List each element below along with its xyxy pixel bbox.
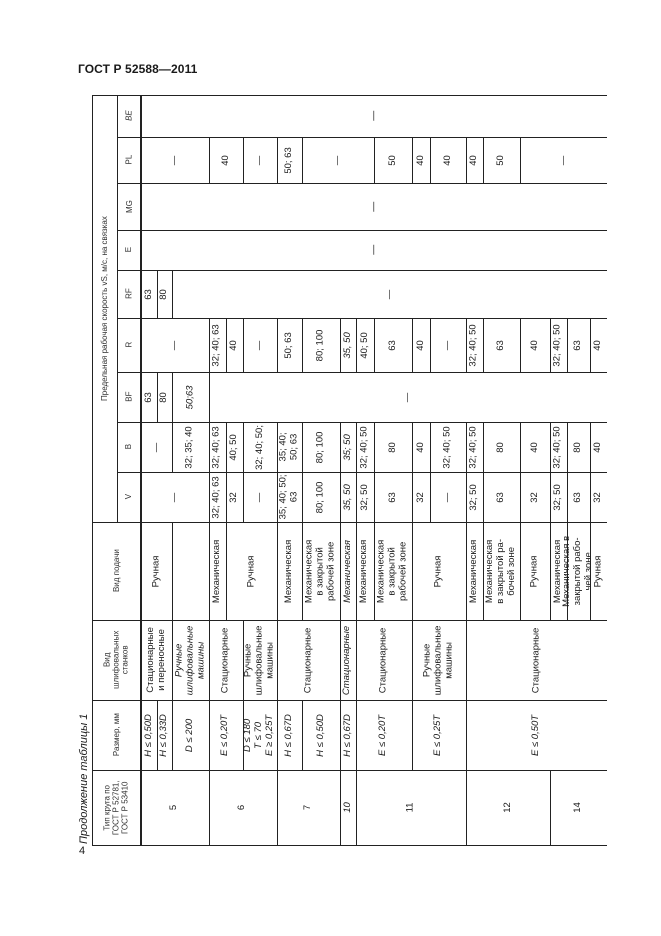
cell-b <box>356 422 374 472</box>
cell-b-text: 32; 35; 40 <box>184 425 196 469</box>
header-bond-bf-text: BF <box>124 391 134 403</box>
vertical-rule <box>209 522 210 620</box>
cell-b <box>466 422 483 472</box>
cell-r <box>483 318 520 372</box>
header-type-text: Тип круга по ГОСТ Р 52781, ГОСТ Р 53410 <box>102 780 131 835</box>
cell-pl-text: 40 <box>441 154 453 166</box>
cell-v-text: 63 <box>386 491 398 503</box>
cell-r-text: 32; 40; 50 <box>552 323 564 367</box>
cell-rf-text: 80 <box>158 288 170 300</box>
cell-v <box>550 472 567 522</box>
cell-feeds <box>302 522 340 620</box>
cell-types <box>209 770 277 845</box>
cell-mg <box>141 183 607 230</box>
cell-types-text: 10 <box>341 802 353 813</box>
cell-b-text: 35; 40; 50; 63 <box>277 432 300 462</box>
cell-bf-text: — <box>401 392 413 402</box>
cell-r <box>356 318 374 372</box>
cell-r <box>567 318 590 372</box>
cell-feeds-text: Ручная <box>150 555 162 587</box>
cell-v <box>209 472 226 522</box>
cell-rf <box>172 270 607 318</box>
cell-b-text: 40 <box>528 441 540 453</box>
cell-r-text: 63 <box>386 339 398 351</box>
cell-b-text: 40; 50 <box>228 433 240 461</box>
horizontal-rule <box>92 845 607 846</box>
cell-b-text: 32; 40; 50 <box>552 425 564 469</box>
cell-b-text: 40 <box>592 441 604 453</box>
cell-v <box>520 472 550 522</box>
cell-feeds-text: Механическая <box>341 539 353 603</box>
cell-b-text: — <box>150 442 162 452</box>
cell-b <box>340 422 356 472</box>
cell-b-text: 80 <box>495 441 507 453</box>
cell-v <box>590 472 607 522</box>
cell-bf-text: 63 <box>142 391 154 403</box>
cell-sizes <box>243 700 277 770</box>
cell-types <box>340 770 356 845</box>
cell-pl-text: — <box>331 155 343 165</box>
cell-pl <box>430 137 466 183</box>
header-size <box>92 700 141 770</box>
cell-r <box>302 318 340 372</box>
cell-b <box>209 422 226 472</box>
cell-rf-text: 63 <box>142 288 154 300</box>
cell-r-text: 32; 40; 50 <box>468 323 480 367</box>
cell-types <box>550 770 607 845</box>
cell-pl-text: 50 <box>386 154 398 166</box>
cell-r <box>340 318 356 372</box>
cell-b <box>141 422 172 472</box>
cell-sizes-text: E ≤ 0,25T <box>432 714 444 756</box>
cell-feeds-text: Механическая <box>552 539 564 603</box>
cell-r <box>520 318 550 372</box>
cell-v <box>277 472 302 522</box>
cell-be <box>141 95 607 137</box>
cell-r-text: 40; 50 <box>358 331 370 359</box>
header-bond-v <box>117 472 141 522</box>
header-speed-group-text: Предельная рабочая скорость vS, м/с, на связках <box>99 216 109 401</box>
cell-types-text: 12 <box>501 802 513 813</box>
cell-v <box>340 472 356 522</box>
cell-v <box>567 472 590 522</box>
cell-r-text: 35, 50 <box>341 331 353 359</box>
header-bond-r-text: R <box>124 342 134 348</box>
cell-e-text: — <box>368 245 380 255</box>
cell-r <box>277 318 302 372</box>
cell-sizes-text: H ≤ 0,67D <box>283 713 295 757</box>
cell-v <box>483 472 520 522</box>
cell-machines-text: Ручные шлифовальные машины <box>173 625 206 695</box>
cell-feeds <box>466 522 483 620</box>
header-type <box>92 770 141 845</box>
cell-sizes-text: E ≤ 0,20T <box>377 714 389 756</box>
header-bond-b <box>117 422 141 472</box>
header-bond-e-text: E <box>124 247 134 253</box>
header-machine <box>92 620 141 700</box>
cell-b-text: 35; 50 <box>341 433 353 461</box>
cell-pl <box>412 137 430 183</box>
cell-r <box>374 318 412 372</box>
cell-pl <box>302 137 374 183</box>
cell-bf <box>209 372 607 422</box>
cell-r-text: — <box>168 340 180 350</box>
cell-sizes <box>356 700 412 770</box>
cell-pl <box>277 137 302 183</box>
header-bond-r <box>117 318 141 372</box>
cell-v <box>226 472 243 522</box>
cell-types <box>141 770 209 845</box>
cell-machines-text: Стационарные <box>377 627 389 693</box>
cell-feeds <box>340 522 356 620</box>
cell-v-text: 63 <box>495 491 507 503</box>
cell-rf-text: — <box>383 289 395 299</box>
cell-feeds <box>561 522 594 620</box>
header-speed-group <box>92 95 117 522</box>
cell-sizes <box>157 700 172 770</box>
cell-v <box>302 472 340 522</box>
cell-r-text: 63 <box>572 339 584 351</box>
cell-sizes-text: H ≤ 0,67D <box>341 713 353 757</box>
vertical-rule <box>172 522 173 620</box>
cell-v-text: 32 <box>528 491 540 503</box>
cell-b <box>590 422 607 472</box>
cell-pl-text: 50; 63 <box>283 146 295 174</box>
cell-pl <box>466 137 483 183</box>
cell-r-text: 40 <box>528 339 540 351</box>
header-bond-be-text: BE <box>124 110 134 122</box>
cell-pl <box>483 137 520 183</box>
cell-feeds-text: Механическая в закрытой рабо- чей зоне <box>561 535 594 607</box>
cell-feeds-text: Механическая в закрытой ра- бочей зоне <box>484 538 517 604</box>
cell-r-text: 50; 63 <box>283 331 295 359</box>
cell-sizes <box>302 700 340 770</box>
cell-feeds <box>277 522 302 620</box>
cell-types <box>466 770 550 845</box>
cell-v <box>243 472 277 522</box>
cell-sizes-text: D ≤ 200 <box>184 718 196 752</box>
cell-feeds <box>141 522 172 620</box>
cell-v <box>466 472 483 522</box>
cell-v-text: 32; 50 <box>468 483 480 511</box>
cell-feeds-text: Ручная <box>245 555 257 587</box>
cell-r-text: — <box>441 340 453 350</box>
cell-r-text: 32; 40; 63 <box>211 323 223 367</box>
cell-feeds-text: Механическая <box>468 539 480 603</box>
cell-machines <box>340 620 356 700</box>
cell-v-text: 32; 50 <box>358 483 370 511</box>
cell-sizes-text: E ≤ 0,50T <box>530 714 542 756</box>
cell-types <box>277 770 340 845</box>
cell-bf-text: 80 <box>158 391 170 403</box>
cell-feeds-text: Механическая <box>211 539 223 603</box>
cell-bf <box>172 372 209 422</box>
cell-pl-text: 50 <box>495 154 507 166</box>
cell-r <box>466 318 483 372</box>
cell-machines-text: Стационарные и переносные <box>144 627 167 693</box>
cell-pl-text: — <box>253 155 265 165</box>
cell-v <box>412 472 430 522</box>
cell-machines-text: Стационарные <box>341 625 353 695</box>
header-bond-v-text: V <box>124 494 134 500</box>
cell-sizes-text: E ≤ 0,20T <box>219 714 231 756</box>
cell-sizes <box>340 700 356 770</box>
cell-b-text: 32; 40; 50 <box>468 425 480 469</box>
cell-v-text: — <box>253 492 265 502</box>
cell-r <box>590 318 607 372</box>
header-feed-text: Вид подачи <box>111 549 121 593</box>
cell-feeds <box>483 522 520 620</box>
cell-r <box>243 318 277 372</box>
cell-r-text: 80; 100 <box>314 329 326 361</box>
cell-pl-text: — <box>168 155 180 165</box>
cell-machines <box>466 620 607 700</box>
cell-b <box>412 422 430 472</box>
cell-machines <box>277 620 340 700</box>
cell-feeds-text: Механическая <box>358 539 370 603</box>
cell-sizes <box>141 700 157 770</box>
cell-machines <box>243 620 277 700</box>
cell-v-text: 32; 40; 63 <box>211 475 223 519</box>
cell-e <box>141 230 607 270</box>
cell-be-text: — <box>368 111 380 121</box>
cell-r-text: 40 <box>592 339 604 351</box>
cell-feeds <box>374 522 412 620</box>
cell-feeds <box>590 522 607 620</box>
cell-types-text: 6 <box>236 804 248 811</box>
table-caption: Продолжение таблицы 1 <box>78 713 90 844</box>
cell-r <box>550 318 567 372</box>
cell-sizes-text: H ≤ 0,33D <box>158 713 170 757</box>
cell-sizes <box>209 700 243 770</box>
header-bond-be <box>117 95 141 137</box>
cell-b <box>567 422 590 472</box>
cell-v-text: — <box>441 492 453 502</box>
cell-b-text: 40 <box>414 441 426 453</box>
cell-pl-text: 40 <box>468 154 480 166</box>
cell-b-text: 80 <box>386 441 398 453</box>
cell-pl-text: 40 <box>219 154 231 166</box>
cell-v-text: 35; 40; 50; 63 <box>277 474 300 520</box>
header-bond-mg <box>117 183 141 230</box>
header-bond-pl-text: PL <box>124 155 134 165</box>
page-number: 4 <box>79 845 86 857</box>
cell-b-text: 32; 40; 50 <box>441 425 453 469</box>
cell-v <box>430 472 466 522</box>
cell-r <box>226 318 243 372</box>
cell-sizes <box>466 700 607 770</box>
cell-b <box>277 422 302 472</box>
cell-v <box>356 472 374 522</box>
cell-r <box>141 318 209 372</box>
cell-mg-text: — <box>368 201 380 212</box>
cell-v-text: 63 <box>572 491 584 503</box>
cell-b <box>226 422 243 472</box>
cell-r <box>430 318 466 372</box>
cell-machines-text: Ручные шлифовальные машины <box>421 625 455 695</box>
cell-pl-text: — <box>557 155 569 165</box>
cell-machines-text: Стационарные <box>530 627 542 693</box>
cell-rf <box>141 270 157 318</box>
cell-feeds <box>356 522 374 620</box>
cell-r-text: — <box>253 340 265 350</box>
cell-feeds <box>412 522 466 620</box>
cell-r-text: 40 <box>414 339 426 351</box>
cell-b <box>302 422 340 472</box>
cell-b-text: 80 <box>572 441 584 453</box>
cell-feeds-text: Ручная <box>528 555 540 587</box>
cell-v <box>374 472 412 522</box>
cell-feeds-text: Ручная <box>592 555 604 587</box>
cell-machines <box>209 620 243 700</box>
cell-b <box>520 422 550 472</box>
cell-r-text: 63 <box>495 339 507 351</box>
cell-b <box>374 422 412 472</box>
cell-bf <box>157 372 172 422</box>
cell-machines-text: Стационарные <box>219 627 231 693</box>
cell-sizes <box>412 700 466 770</box>
cell-pl <box>374 137 412 183</box>
cell-pl <box>243 137 277 183</box>
cell-machines <box>356 620 412 700</box>
cell-v-text: 32 <box>592 491 604 503</box>
cell-b <box>430 422 466 472</box>
cell-feeds <box>520 522 550 620</box>
cell-sizes <box>172 700 209 770</box>
cell-pl <box>520 137 607 183</box>
cell-b-text: 80; 100 <box>314 431 326 463</box>
cell-machines-text: Стационарные <box>302 627 314 693</box>
header-feed <box>92 522 141 620</box>
cell-v-text: — <box>168 492 180 502</box>
cell-pl <box>141 137 209 183</box>
cell-b <box>550 422 567 472</box>
cell-types-text: 11 <box>404 802 416 813</box>
cell-pl <box>209 137 243 183</box>
cell-feeds <box>209 522 226 620</box>
cell-v-text: 32 <box>414 491 426 503</box>
cell-v-text: 32 <box>228 491 240 503</box>
cell-feeds-text: Ручная <box>432 555 444 587</box>
header-bond-bf <box>117 372 141 422</box>
cell-v <box>141 472 209 522</box>
cell-v-text: 32; 50 <box>552 483 564 511</box>
cell-feeds <box>226 522 277 620</box>
cell-v-text: 80; 100 <box>314 481 326 513</box>
cell-machines <box>172 620 209 700</box>
header-bond-b-text: B <box>124 444 134 450</box>
cell-b <box>172 422 209 472</box>
cell-pl-text: 40 <box>414 154 426 166</box>
cell-r <box>412 318 430 372</box>
header-size-text: Размер, мм <box>111 713 121 757</box>
header-bond-rf-text: RF <box>124 288 134 300</box>
cell-types-text: 14 <box>572 802 584 813</box>
cell-sizes-text: H ≤ 0,50D <box>142 713 154 757</box>
cell-rf <box>157 270 172 318</box>
cell-types-text: 5 <box>168 804 180 811</box>
document-title: ГОСТ Р 52588—2011 <box>78 62 198 76</box>
cell-feeds-text: Механическая в закрытой рабочей зоне <box>303 539 337 603</box>
cell-machines-text: Ручные шлифовальные машины <box>242 625 276 695</box>
cell-types-text: 7 <box>302 804 314 811</box>
cell-r <box>209 318 226 372</box>
cell-feeds-text: Механическая в закрытой рабочей зоне <box>375 539 409 603</box>
cell-machines <box>141 620 172 700</box>
header-bond-rf <box>117 270 141 318</box>
cell-b-text: 32; 40; 50; <box>253 424 265 470</box>
header-bond-pl <box>117 137 141 183</box>
cell-b <box>243 422 277 472</box>
cell-sizes <box>277 700 302 770</box>
cell-bf-text: 50;63 <box>184 385 196 409</box>
header-machine-text: Вид шлифовальных станков <box>102 630 131 690</box>
header-bond-mg-text: MG <box>124 200 134 213</box>
cell-machines <box>412 620 466 700</box>
cell-b-text: 32; 40; 63 <box>211 425 223 469</box>
cell-v-text: 35, 50 <box>341 483 353 511</box>
header-bond-e <box>117 230 141 270</box>
cell-sizes-text: H ≤ 0,50D <box>314 713 326 757</box>
cell-r-text: 40 <box>228 339 240 351</box>
cell-feeds-text: Механическая <box>283 539 295 603</box>
cell-b <box>483 422 520 472</box>
cell-b-text: 32; 40; 50 <box>358 425 370 469</box>
cell-sizes-text: D ≤ 180 T ≤ 70 E ≥ 0,25T <box>242 714 276 756</box>
cell-bf <box>141 372 157 422</box>
cell-types <box>356 770 466 845</box>
